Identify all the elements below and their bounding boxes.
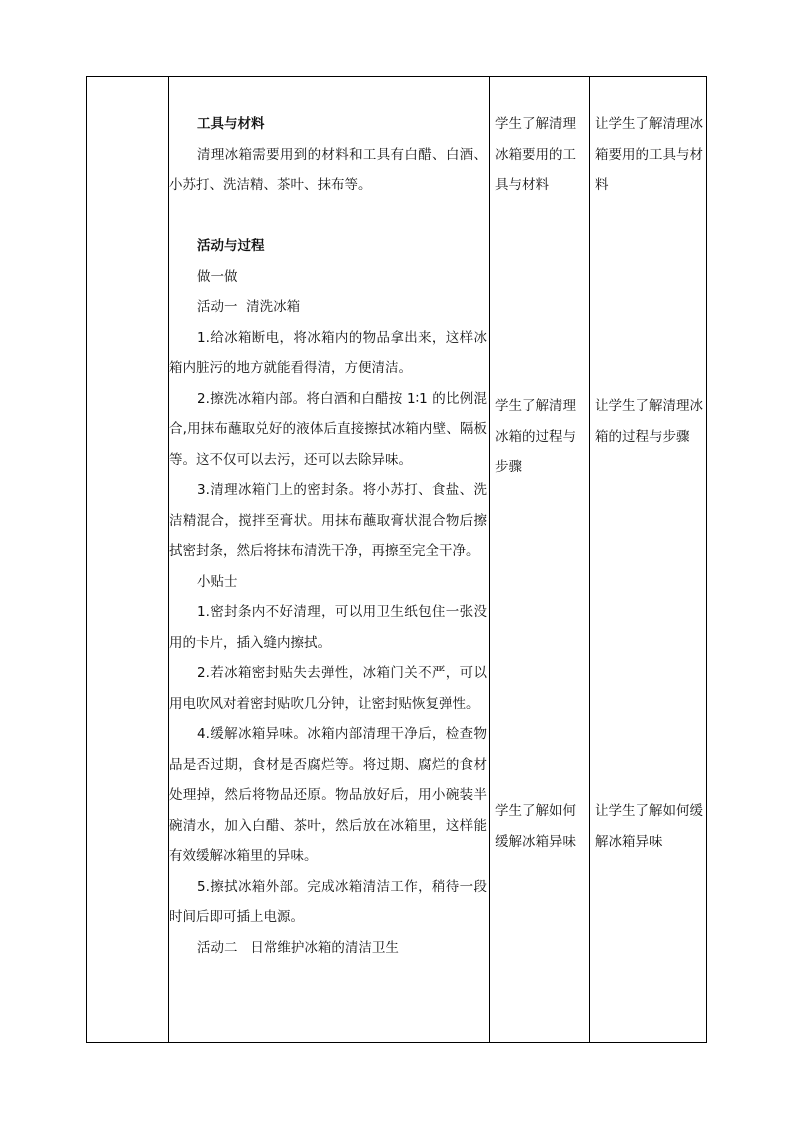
student-activity-text: 学生了解如何缓解冰箱异味 <box>495 803 576 850</box>
design-intent-cell-2 <box>595 391 703 452</box>
spacer <box>169 201 487 232</box>
activity2-title: 活动二 日常维护冰箱的清洁卫生 <box>197 939 399 956</box>
column-divider-2 <box>489 77 490 1042</box>
step-3: 3.清理冰箱门上的密封条。将小苏打、食盐、洗洁精混合，搅拌至膏状。用抹布蘸取膏状混合物后擦拭密封条，然后将抹布清洗干净，再擦至完全干净。 <box>169 482 487 559</box>
tools-heading: 工具与材料 <box>197 116 265 132</box>
activity1-title: 活动一 清洗冰箱 <box>197 299 301 315</box>
step-2: 2.擦洗冰箱内部。将白酒和白醋按 1∶1 的比例混合,用抹布蘸取兑好的液体后直接擦拭冰箱内壁、隔板等。这不仅可以去污，还可以去除异味。 <box>169 390 487 468</box>
student-activity-cell-2 <box>495 391 589 483</box>
activity-heading: 活动与过程 <box>197 238 265 254</box>
step-1: 1.给冰箱断电，将冰箱内的物品拿出来，这样冰箱内脏污的地方就能看得清，方便清洁。 <box>169 329 487 376</box>
student-activity-text: 学生了解清理冰箱要用的工具与材料 <box>495 116 576 193</box>
design-intent-text: 让学生了解如何缓解冰箱异味 <box>595 803 703 850</box>
student-activity-text: 学生了解清理冰箱的过程与步骤 <box>495 398 576 475</box>
student-activity-cell-1 <box>495 109 589 201</box>
tip-1: 1.密封条内不好清理，可以用卫生纸包住一张没用的卡片，插入缝内擦拭。 <box>169 604 487 651</box>
design-intent-cell-3 <box>595 796 703 857</box>
design-intent-text: 让学生了解清理冰箱要用的工具与材料 <box>595 116 703 193</box>
tools-text: 清理冰箱需要用到的材料和工具有白醋、白酒、小苏打、洗洁精、茶叶、抹布等。 <box>169 146 487 193</box>
column-divider-3 <box>589 77 590 1042</box>
step-5: 5.擦拭冰箱外部。完成冰箱清洁工作，稍待一段时间后即可插上电源。 <box>169 878 487 925</box>
student-activity-cell-3 <box>495 796 589 857</box>
design-intent-text: 让学生了解清理冰箱的过程与步骤 <box>595 398 703 445</box>
design-intent-cell-1 <box>595 109 703 201</box>
main-content-cell <box>169 109 487 963</box>
tips-heading: 小贴士 <box>197 573 238 590</box>
step-4: 4.缓解冰箱异味。冰箱内部清理干净后，检查物品是否过期，食材是否腐烂等。将过期、腐烂的食材处理掉，然后将物品还原。物品放好后，用小碗装半碗清水，加入白醋、茶叶，然后放在冰箱里，这样能有效缓解冰箱里的异味。 <box>169 726 487 864</box>
tip-2: 2.若冰箱密封贴失去弹性，冰箱门关不严，可以用电吹风对着密封贴吹几分钟，让密封贴恢复弹性。 <box>169 665 487 712</box>
lesson-plan-table <box>86 76 707 1043</box>
do-it-label: 做一做 <box>197 268 238 285</box>
